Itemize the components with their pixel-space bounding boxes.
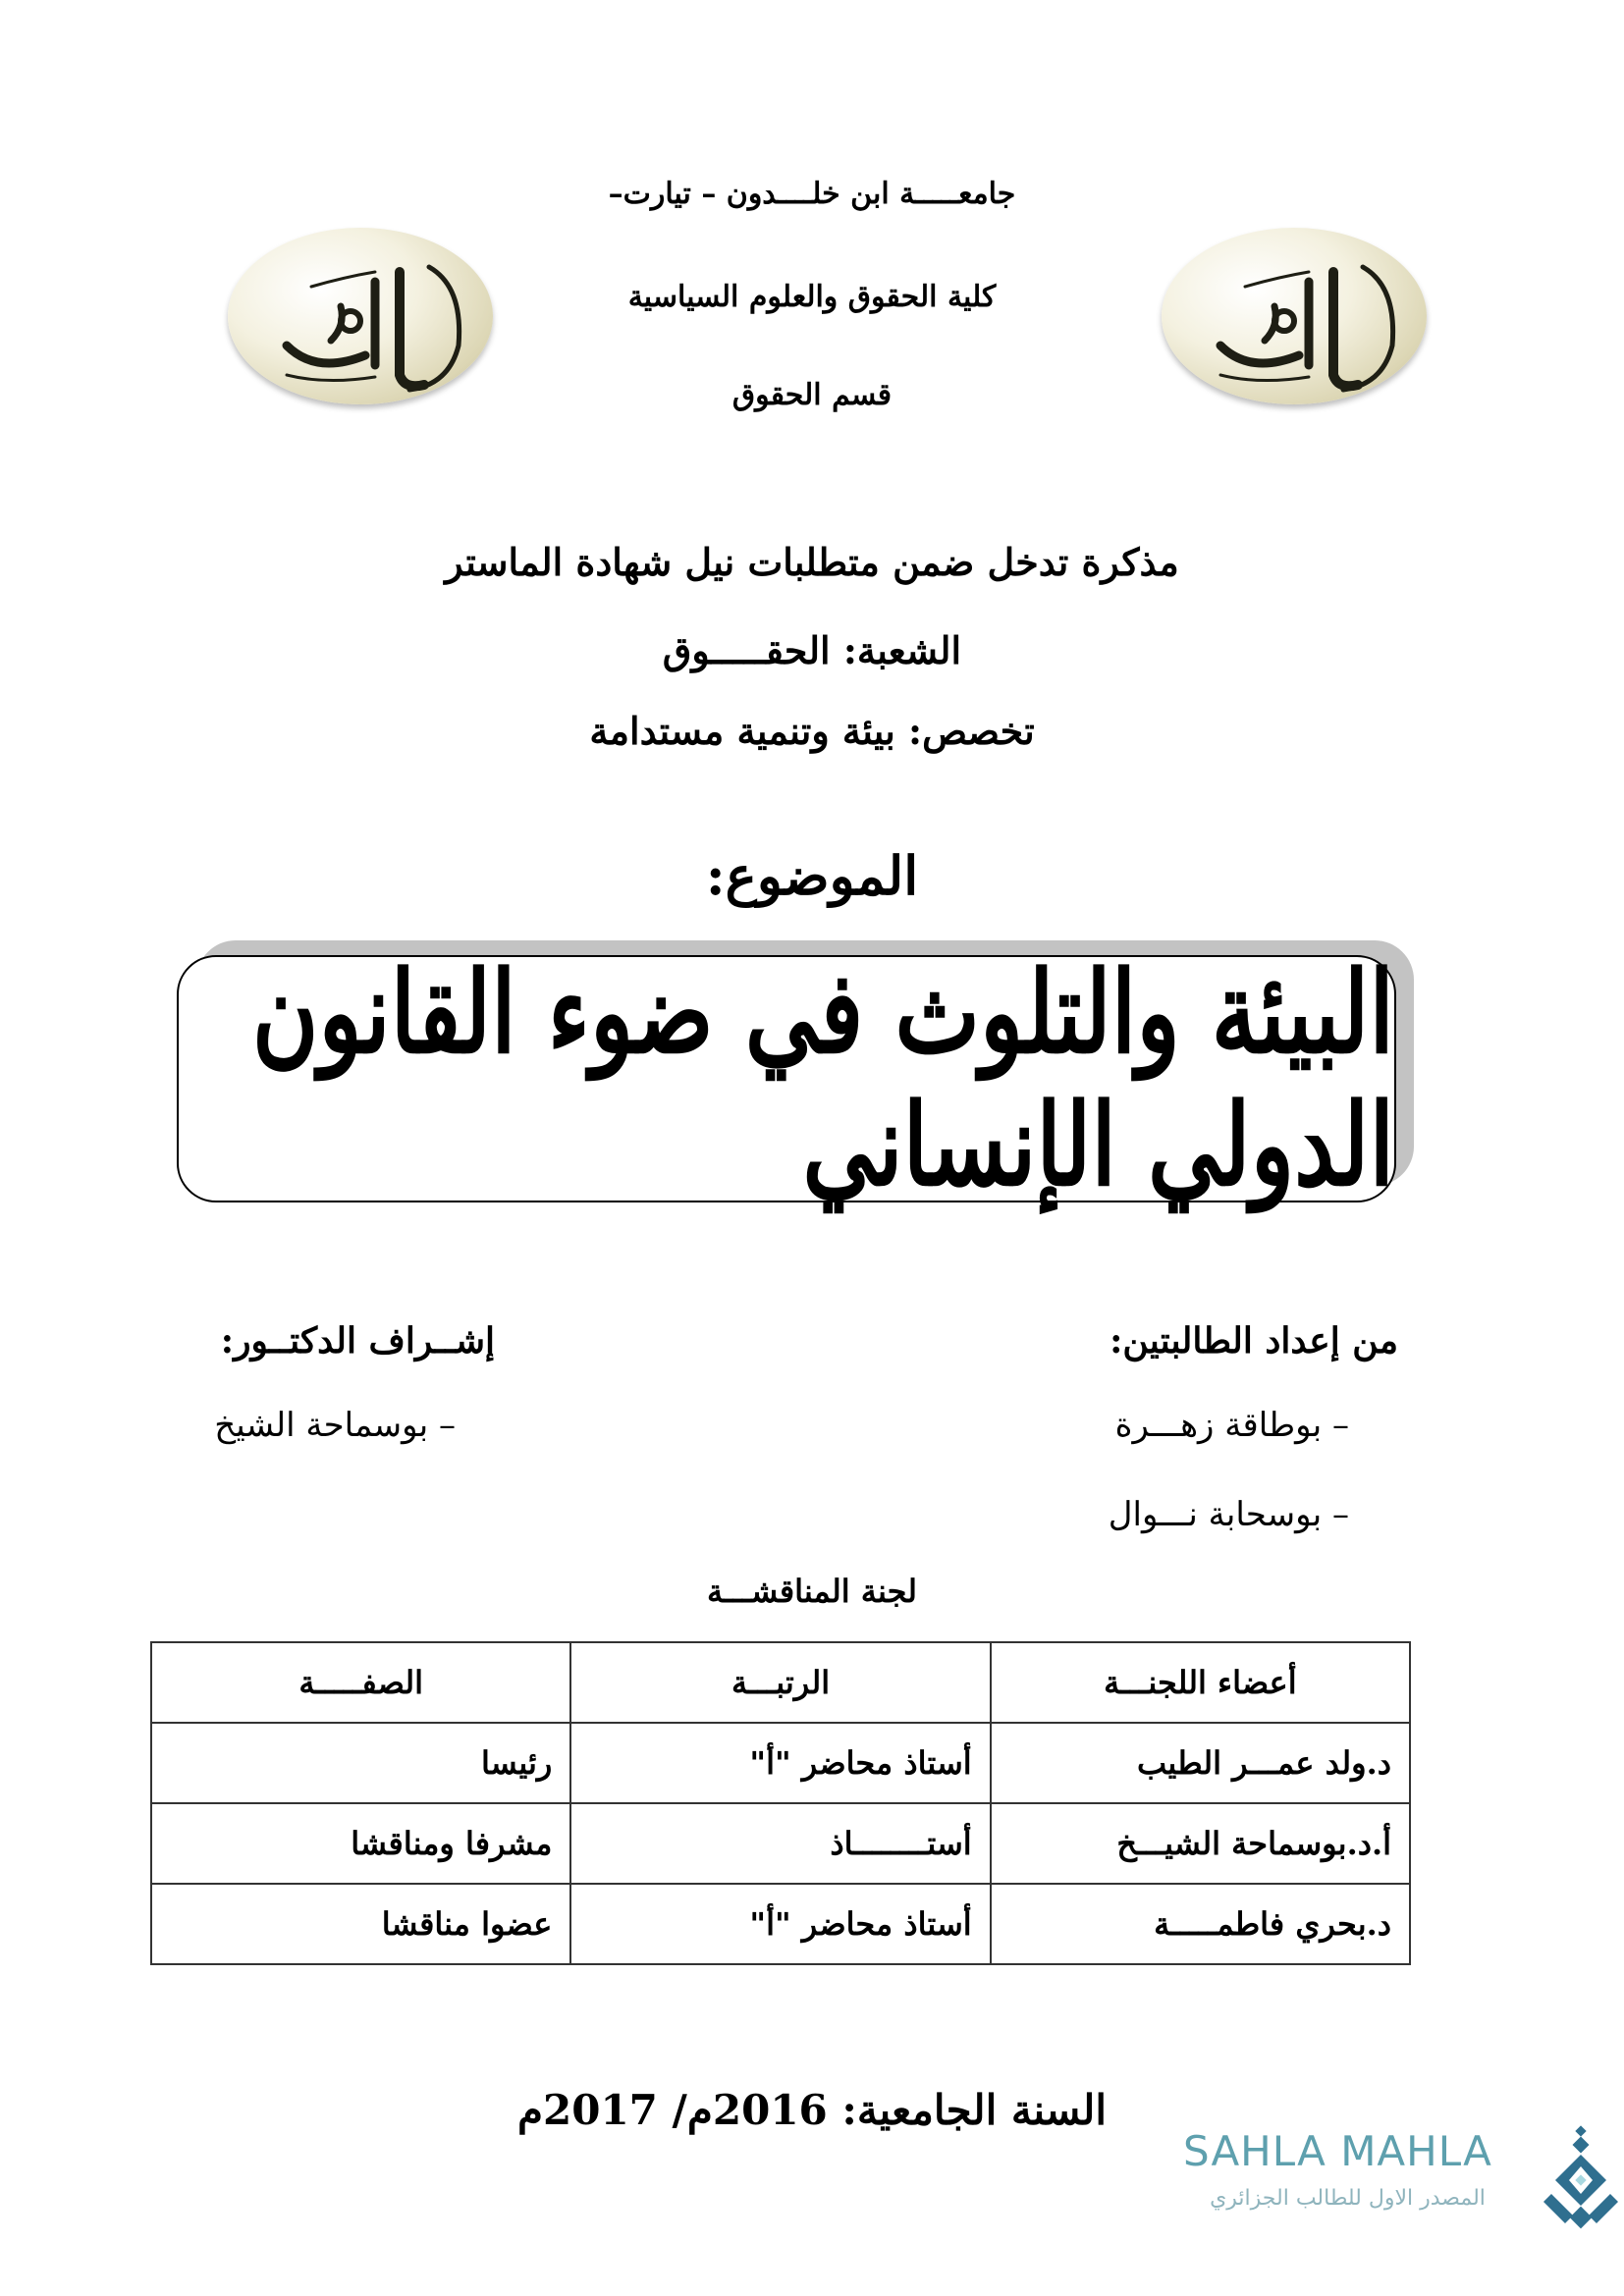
- committee-label: لجنة المناقشـــة: [706, 1573, 918, 1610]
- member-name: أ.د.بوسماحة الشيـــخ: [991, 1803, 1410, 1884]
- student-name-1: – بوطاقة زهـــرة: [1114, 1406, 1349, 1445]
- member-role: عضوا مناقشا: [151, 1884, 570, 1964]
- watermark-title: SAHLA MAHLA: [1183, 2127, 1492, 2175]
- thesis-title: البيئة والتلوث في ضوء القانون الدولي الإنساني: [251, 946, 1394, 1211]
- supervisor-label: إشــراف الدكتــور:: [220, 1320, 495, 1362]
- title-box: [177, 946, 1396, 1211]
- header-rank: الرتبـــة: [570, 1642, 990, 1723]
- topic-label: الموضوع:: [705, 844, 919, 907]
- table-row: [151, 1723, 1410, 1803]
- member-role: رئيسا: [151, 1723, 570, 1803]
- department-name: قسم الحقوق: [731, 378, 893, 412]
- table-header-row: [151, 1642, 1410, 1723]
- calligraphy-logo-icon: [228, 228, 493, 404]
- member-rank: أستاذ محاضر "أ": [570, 1884, 990, 1964]
- member-rank: أستاذ محاضر "أ": [570, 1723, 990, 1803]
- thesis-branch: الشعبة: الحقـــــوق: [662, 628, 962, 672]
- committee-table: [150, 1641, 1411, 1965]
- students-label: من إعداد الطالبتين:: [1110, 1320, 1398, 1362]
- thesis-specialty: تخصص: بيئة وتنمية مستدامة: [589, 709, 1035, 753]
- sahla-mahla-watermark: [1183, 2125, 1624, 2263]
- member-rank: أستــــــــاذ: [570, 1803, 990, 1884]
- academic-year: السنة الجامعية: 2016م/ 2017م: [517, 2086, 1107, 2134]
- calligraphy-logo-icon: [1162, 228, 1427, 404]
- header-role: الصفـــــة: [151, 1642, 570, 1723]
- supervisor-name: – بوسماحة الشيخ: [214, 1406, 456, 1445]
- member-role: مشرفا ومناقشا: [151, 1803, 570, 1884]
- thesis-purpose: مذكرة تدخل ضمن متطلبات نيل شهادة الماستر: [445, 540, 1179, 584]
- student-name-2: – بوسحابة نـــوال: [1108, 1495, 1349, 1534]
- faculty-name: كلية الحقوق والعلوم السياسية: [627, 280, 997, 314]
- university-logo-right: [1162, 228, 1427, 404]
- member-name: د.بحري فاطمـــــة: [991, 1884, 1410, 1964]
- university-logo-left: [228, 228, 493, 404]
- university-name: جامعـــــة ابن خلــــدون – تيارت–: [608, 177, 1016, 211]
- table-row: [151, 1803, 1410, 1884]
- header-members: أعضاء اللجنـــة: [991, 1642, 1410, 1723]
- table-row: [151, 1884, 1410, 1964]
- sahla-mahla-logo-icon: [1543, 2125, 1618, 2235]
- watermark-subtitle: المصدر الاول للطالب الجزائري: [1210, 2186, 1486, 2211]
- member-name: د.ولد عمـــر الطيب: [991, 1723, 1410, 1803]
